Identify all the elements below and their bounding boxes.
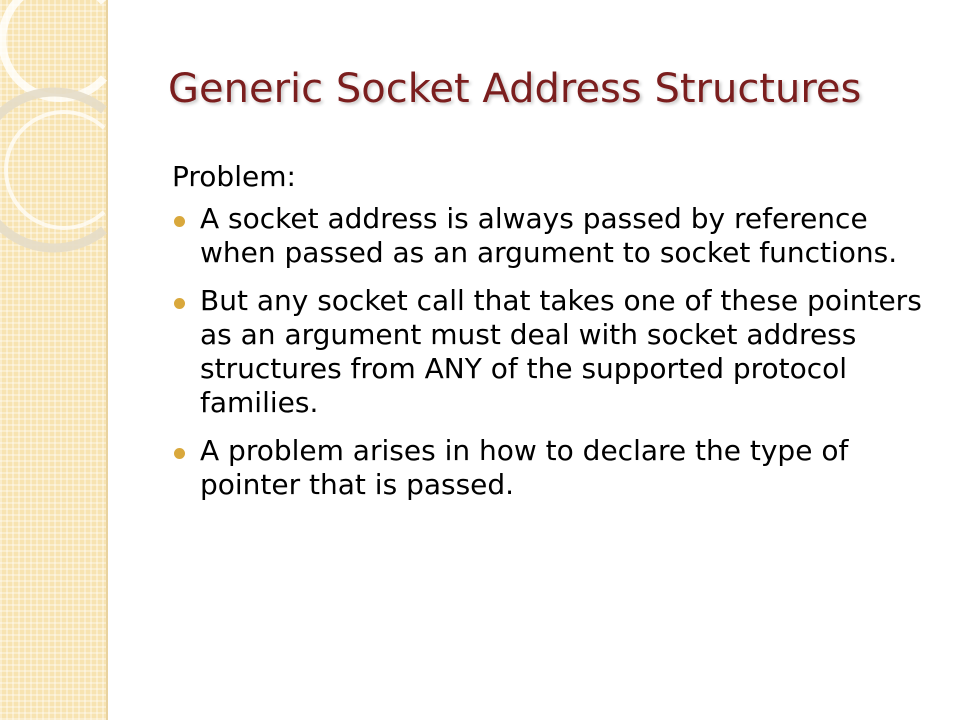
slide-title: Generic Socket Address Structures bbox=[168, 66, 862, 112]
bullet-text: But any socket call that takes one of these pointers as an argument must deal with socket address structures from ANY of the supported protocol families. bbox=[200, 284, 922, 419]
bullet-dot-icon bbox=[174, 448, 185, 459]
slide-content bbox=[172, 160, 932, 516]
bullet-item bbox=[172, 202, 932, 270]
decorative-rings bbox=[0, 0, 160, 260]
bullet-item bbox=[172, 284, 932, 420]
bullet-item bbox=[172, 434, 932, 502]
ring-arc-bottom-inner bbox=[6, 112, 104, 228]
bullet-list bbox=[172, 202, 932, 502]
bullet-text: A problem arises in how to declare the type of pointer that is passed. bbox=[200, 434, 849, 501]
intro-text: Problem: bbox=[172, 160, 296, 193]
ring-arc-top bbox=[2, 0, 104, 98]
bullet-text: A socket address is always passed by reference when passed as an argument to socket functions. bbox=[200, 202, 898, 269]
bullet-dot-icon bbox=[174, 298, 185, 309]
bullet-dot-icon bbox=[174, 216, 185, 227]
